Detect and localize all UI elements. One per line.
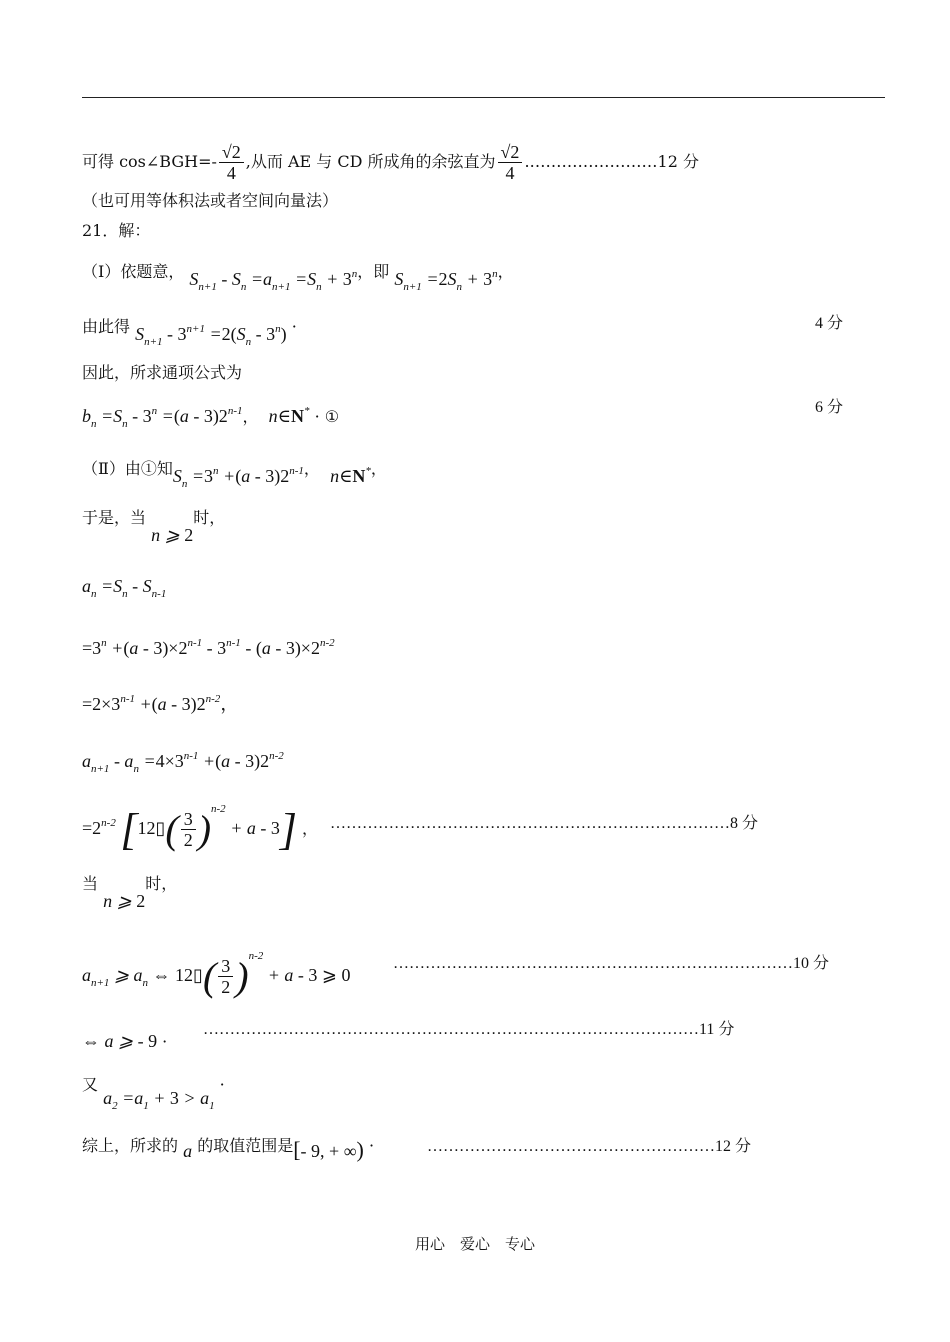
equation-n-ge-2-b: n ⩾ 2 bbox=[103, 891, 146, 911]
text-range: 的取值范围是 bbox=[197, 1136, 294, 1155]
line-therefore: 因此，所求通项公式为 bbox=[82, 363, 243, 382]
score-10: …………………………………………………………………10 分 bbox=[393, 955, 830, 972]
equation-n-ge-2: n ⩾ 2 bbox=[151, 525, 194, 545]
line-when-2 bbox=[82, 872, 178, 911]
equation-3: $S_{n+1} - 3^{n+1} =2(S_n - 3^n)$ bbox=[135, 323, 287, 348]
line-part2: （Ⅱ）由①知$S_n =3^n +(a - 3)2^{n-1}$， n∈N*， bbox=[82, 459, 387, 490]
line-note: （也可用等体积法或者空间向量法） bbox=[82, 191, 339, 210]
fraction-sqrt2-over-4: $\frac{√2}{4}$ bbox=[219, 142, 244, 183]
equation-a-ge-9: ⇔ a ⩾ - 9 bbox=[82, 1031, 158, 1051]
text-conclusion: 综上，所求的 bbox=[82, 1136, 179, 1155]
text-from: ,从而 AE 与 CD 所成角的余弦直为 bbox=[245, 152, 496, 171]
text-also: 又 bbox=[82, 1075, 99, 1094]
text-period: . bbox=[524, 152, 530, 171]
equation-iff: $a_{n+1}$ ⩾ $a_n$ ⇔ 12▯( $\frac{3}{2}$ )$^{n-2}$ + a - 3 ⩾ 0 bbox=[82, 950, 351, 999]
score-11: …………………………………………………………………………………11 分 bbox=[203, 1021, 735, 1038]
line-conclusion: 综上，所求的 a 的取值范围是[- 9, + ∞) · bbox=[82, 1136, 375, 1162]
equation-bracket: $=2^{n-2}$ [12▯( $\frac{3}{2}$ )$^{n-2}$ + a - 3] bbox=[82, 803, 297, 854]
line-cosine bbox=[82, 142, 699, 183]
equation-expand-2: $=2\times 3^{n-1} +(a - 3)2^{n-2}$， bbox=[82, 693, 239, 714]
score-12-a: ……………………12 分 bbox=[529, 152, 699, 171]
line-a-ge: ⇔ a ⩾ - 9 · bbox=[82, 1031, 168, 1051]
var-a: a bbox=[183, 1141, 193, 1161]
equation-sn: $S_n =3^n +(a - 3)2^{n-1}$ bbox=[172, 465, 304, 490]
equation-2: $S_{n+1} =2S_n + 3^n$ bbox=[394, 268, 498, 293]
line-when bbox=[82, 506, 226, 545]
line-part1 bbox=[82, 255, 514, 293]
text-thus: 由此得 bbox=[82, 317, 131, 336]
text-cos: 可得 cos∠BGH=- bbox=[82, 152, 217, 171]
text-comma: ， bbox=[497, 262, 514, 281]
score-8: …………………………………………………………………8 分 bbox=[330, 815, 759, 832]
text-time-2: 时， bbox=[145, 874, 178, 893]
text-time: 时， bbox=[193, 508, 226, 527]
text-part2: （Ⅱ）由①知 bbox=[82, 459, 173, 478]
line-iff bbox=[82, 945, 351, 997]
line-also: 又 $a_2 =a_1 + 3 > a_1$ · bbox=[82, 1075, 225, 1112]
equation-n-in-N-b: n∈N* bbox=[330, 465, 371, 486]
line-bn: $b_n =S_n - 3^n =(a - 3)2^{n-1}$， n∈N* · ① bbox=[82, 405, 340, 430]
fraction-sqrt2-over-4-b: $\frac{√2}{4}$ bbox=[498, 142, 523, 183]
equation-diff: $a_{n+1} - a_n =4\times 3^{n-1} +(a - 3)2^{n-2}$ bbox=[82, 750, 284, 775]
text-ji: ，即 bbox=[357, 262, 390, 281]
score-12-b: ………………………………………………12 分 bbox=[427, 1138, 752, 1155]
equation-expand-1: $=3^n +(a - 3)\times 2^{n-1} - 3^{n-1} - (a - 3)\times 2^{n-2}$ bbox=[82, 637, 335, 658]
equation-a2: $a_2 =a_1 + 3 > a_1$ bbox=[103, 1088, 215, 1112]
score-6: 6 分 bbox=[815, 399, 844, 416]
line-thus: 由此得 $S_{n+1} - 3^{n+1} =2(S_n - 3^n)$ · bbox=[82, 317, 297, 348]
line-21: 21．解： bbox=[82, 221, 151, 240]
equation-n-in-N: n∈N* bbox=[268, 405, 310, 426]
equation-bn: $b_n =S_n - 3^n =(a - 3)2^{n-1}$ bbox=[82, 405, 243, 430]
equation-1: $S_{n+1} - S_n =a_{n+1} =S_n + 3^n$ bbox=[189, 268, 358, 293]
footer-text: 用心 爱心 专心 bbox=[414, 1235, 535, 1253]
line-bracket: $=2^{n-2}$ [12▯( $\frac{3}{2}$ )$^{n-2}$ + a - 3] ， bbox=[82, 803, 319, 854]
text-when: 于是，当 bbox=[82, 508, 147, 527]
equation-range: [- 9, + ∞) bbox=[293, 1137, 364, 1162]
equation-an: $a_n =S_n - S_{n-1}$ bbox=[82, 576, 167, 600]
text-when-2: 当 bbox=[82, 874, 99, 893]
text-part1: （Ⅰ）依题意， bbox=[82, 262, 185, 281]
score-4: 4 分 bbox=[815, 315, 844, 332]
header-rule bbox=[82, 97, 885, 98]
